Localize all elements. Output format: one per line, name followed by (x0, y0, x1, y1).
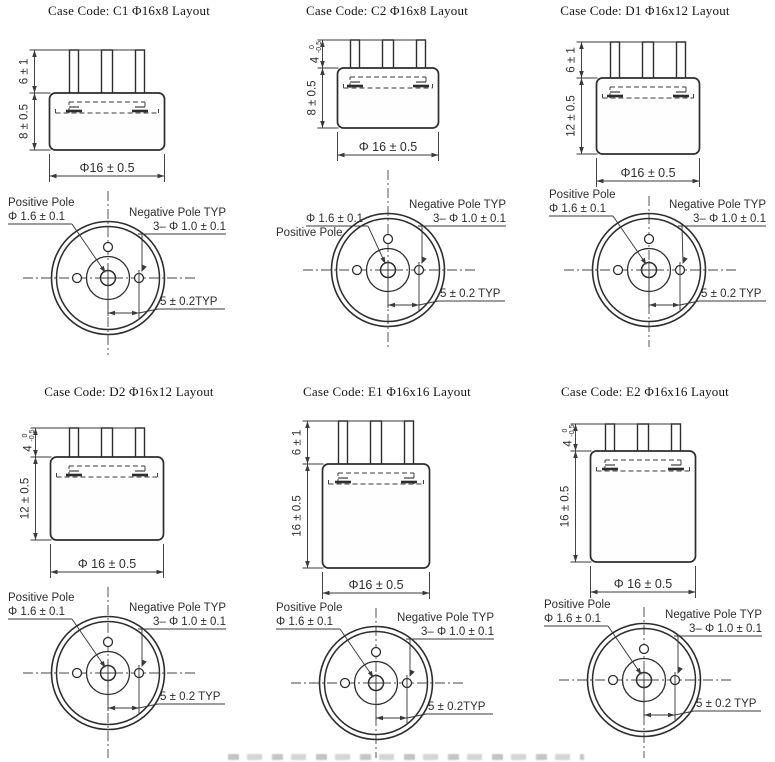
pin (417, 40, 426, 71)
arrowhead (33, 533, 38, 540)
panel-D2 (0, 381, 258, 762)
case-body (51, 457, 164, 540)
arrowhead (32, 143, 37, 150)
negative-pole-hole (104, 243, 113, 252)
positive-pole-dia-label: Φ 1.6 ± 0.1 (306, 213, 364, 225)
panel-C2 (258, 0, 516, 381)
pin-tol-top: 0 (22, 433, 29, 438)
negative-pole-dia-label: 3– Φ 1.0 ± 0.1 (152, 221, 226, 233)
arrowhead (644, 713, 651, 718)
arrowhead (675, 667, 682, 675)
pin-tol-bottom: -0.5 (569, 424, 576, 437)
arrowhead (305, 561, 310, 568)
pin-height-label (562, 424, 576, 446)
pin-height-value: 4 (562, 440, 575, 447)
side-view (51, 428, 164, 540)
pin-height-label: 6 ± 1 (18, 58, 31, 85)
pin-height-label: 6 ± 1 (565, 47, 578, 73)
panel-E2 (516, 381, 774, 762)
negative-pole-label: Negative Pole TYP (397, 612, 494, 624)
negative-pole-hole (614, 266, 623, 275)
arrowhead (32, 50, 37, 57)
diameter-dimension (50, 154, 165, 182)
pin-tol-bottom: -0.5 (29, 429, 36, 442)
panel-drawing-C2 (258, 0, 516, 381)
arrowhead (673, 303, 680, 308)
negative-pole-dia-label: 3– Φ 1.0 ± 0.1 (152, 616, 226, 628)
positive-pole-dia-label: Φ 1.6 ± 0.1 (276, 616, 334, 628)
arrowhead (579, 147, 584, 154)
arrowhead (338, 153, 345, 158)
arrowhead (400, 716, 407, 721)
pitch-dimension (108, 270, 225, 318)
arrowhead (407, 670, 414, 678)
diameter-dimension (591, 566, 696, 598)
positive-pole-dia-label: Φ 1.6 ± 0.1 (544, 613, 602, 625)
leader-line (72, 224, 105, 272)
pin-height-value: 4 (309, 56, 322, 64)
arrowhead (693, 179, 700, 184)
pin (136, 428, 145, 460)
negative-pole-hole (372, 648, 381, 657)
pin (405, 421, 414, 467)
negative-pole-hole (104, 638, 113, 647)
arrowhead (668, 713, 675, 718)
diameter-label: Φ16 ± 0.5 (348, 578, 404, 592)
negative-pole-hole (609, 676, 618, 685)
panel-C1 (0, 0, 258, 381)
diameter-dimension (51, 544, 164, 578)
body-height-label: 12 ± 0.5 (565, 95, 578, 137)
pin (351, 40, 360, 71)
arrowhead (320, 68, 325, 75)
arrowhead (419, 257, 426, 265)
arrowhead (680, 257, 687, 265)
panel-D1 (516, 0, 774, 381)
arrowhead (388, 303, 395, 308)
negative-pole-dia-label: 3– Φ 1.0 ± 0.1 (432, 213, 506, 225)
panel-title: Case Code: E2 Φ16x16 Layout (561, 384, 729, 399)
negative-pole-hole (341, 679, 350, 688)
arrowhead (412, 303, 419, 308)
arrowhead (108, 311, 115, 316)
diameter-label: Φ16 ± 0.5 (79, 161, 135, 175)
positive-pole-label: Positive Pole (8, 197, 75, 209)
pitch-label: 5 ± 0.2 TYP (160, 691, 221, 703)
pin-tol-top: 0 (562, 428, 569, 433)
pin (339, 421, 348, 467)
pin (371, 421, 382, 467)
arrowhead (579, 78, 584, 85)
arrowhead (33, 457, 38, 464)
pin (643, 42, 654, 81)
pin (70, 428, 79, 460)
arrowhead (376, 716, 383, 721)
diameter-dimension (597, 158, 700, 187)
diameter-dimension (323, 572, 430, 599)
arrowhead (320, 121, 325, 128)
case-body (323, 464, 430, 568)
diameter-label: Φ 16 ± 0.5 (613, 577, 673, 591)
negative-pole-dia-label: 3– Φ 1.0 ± 0.1 (420, 626, 494, 638)
negative-pole-label: Negative Pole TYP (669, 199, 766, 211)
arrowhead (591, 590, 598, 595)
panel-title: Case Code: D2 Φ16x12 Layout (44, 384, 214, 399)
pin (606, 424, 615, 454)
positive-pole-dia-label: Φ 1.6 ± 0.1 (549, 203, 607, 215)
arrowhead (573, 555, 578, 562)
arrowhead (132, 706, 139, 711)
side-view (323, 421, 430, 568)
arrowhead (579, 42, 584, 49)
negative-pole-hole (640, 645, 649, 654)
panel-title: Case Code: E1 Φ16x16 Layout (303, 384, 471, 399)
pitch-label: 5 ± 0.2TYP (160, 296, 218, 308)
panel-title: Case Code: C2 Φ16x8 Layout (305, 3, 469, 18)
pitch-label: 5 ± 0.2TYP (428, 701, 486, 713)
positive-pole-label: Positive Pole (276, 602, 343, 614)
pitch-label: 5 ± 0.2 TYP (440, 288, 501, 300)
arrowhead (50, 174, 57, 179)
panel-drawing-E2 (516, 381, 774, 762)
arrowhead (305, 421, 310, 428)
pin-height-value: 4 (22, 445, 35, 452)
pitch-dimension (108, 665, 225, 713)
arrowhead (573, 451, 578, 458)
arrowhead (139, 265, 146, 273)
arrowhead (649, 303, 656, 308)
pin (136, 50, 145, 96)
pitch-label: 5 ± 0.2 TYP (696, 698, 757, 710)
pin (102, 428, 113, 460)
negative-pole-hole (353, 266, 362, 275)
pitch-dimension (644, 672, 761, 720)
pin-height-label (22, 429, 36, 451)
arrowhead (158, 174, 165, 179)
arrowhead (157, 570, 164, 575)
body-height-label: 8 ± 0.5 (18, 103, 31, 140)
pin (611, 42, 620, 81)
diameter-label: Φ 16 ± 0.5 (77, 557, 137, 571)
negative-pole-hole (645, 235, 654, 244)
diameter-label: Φ16 ± 0.5 (620, 166, 676, 180)
body-height-label: 8 ± 0.5 (306, 80, 319, 116)
positive-pole-label: Positive Pole (549, 189, 616, 201)
arrowhead (305, 457, 310, 464)
body-height-label: 16 ± 0.5 (291, 495, 304, 537)
pin (672, 424, 681, 454)
arrowhead (51, 570, 58, 575)
panel-drawing-E1 (258, 381, 516, 762)
pitch-dimension (376, 675, 493, 723)
positive-pole-label: Positive Pole (544, 599, 611, 611)
pin-height-label (309, 41, 323, 63)
panel-drawing-D2 (0, 381, 258, 762)
negative-pole-hole (73, 274, 82, 283)
negative-pole-dia-label: 3– Φ 1.0 ± 0.1 (692, 213, 766, 225)
arrowhead (32, 93, 37, 100)
diameter-dimension (338, 132, 439, 161)
side-view (50, 50, 165, 150)
negative-pole-dia-label: 3– Φ 1.0 ± 0.1 (688, 623, 762, 635)
pitch-dimension (388, 262, 505, 310)
pin (677, 42, 686, 81)
panel-title: Case Code: C1 Φ16x8 Layout (47, 3, 211, 18)
body-height-label: 16 ± 0.5 (559, 485, 572, 528)
pitch-label: 5 ± 0.2 TYP (701, 288, 762, 300)
arrowhead (139, 660, 146, 668)
arrowhead (423, 591, 430, 596)
diameter-label: Φ 16 ± 0.5 (358, 140, 418, 154)
side-view (591, 424, 696, 562)
arrowhead (108, 706, 115, 711)
leader-line (72, 619, 105, 667)
pin (70, 50, 79, 96)
arrowhead (597, 179, 604, 184)
positive-pole-dia-label: Φ 1.6 ± 0.1 (8, 211, 66, 223)
negative-pole-hole (384, 235, 393, 244)
pin-tol-top: 0 (309, 45, 316, 49)
body-height-label: 12 ± 0.5 (19, 477, 32, 520)
bottom-view (303, 170, 476, 347)
leader-line (340, 629, 373, 677)
side-view (597, 42, 700, 154)
arrowhead (323, 591, 330, 596)
pin-tol-bottom: -0.5 (316, 40, 323, 54)
pin (383, 40, 394, 71)
pin-height-label: 6 ± 1 (291, 429, 304, 456)
panel-E1 (258, 381, 516, 762)
arrowhead (432, 153, 439, 158)
pin (102, 50, 113, 96)
negative-pole-label: Negative Pole TYP (409, 199, 506, 211)
negative-pole-label: Negative Pole TYP (665, 609, 762, 621)
arrowhead (305, 464, 310, 471)
arrowhead (689, 590, 696, 595)
positive-pole-label: Positive Pole (276, 227, 343, 239)
side-view (338, 40, 439, 128)
negative-pole-hole (73, 669, 82, 678)
leader-line (613, 216, 646, 264)
pitch-dimension (649, 262, 766, 310)
cropped-text-artifact (228, 754, 584, 760)
negative-pole-label: Negative Pole TYP (129, 207, 226, 219)
pin (638, 424, 649, 454)
arrowhead (32, 86, 37, 93)
case-body (50, 93, 165, 150)
negative-pole-label: Negative Pole TYP (129, 602, 226, 614)
arrowhead (579, 71, 584, 78)
case-body (597, 78, 700, 154)
positive-pole-label: Positive Pole (8, 592, 75, 604)
panel-title: Case Code: D1 Φ16x12 Layout (560, 3, 730, 18)
arrowhead (132, 311, 139, 316)
case-body (591, 451, 696, 562)
panel-drawing-C1 (0, 0, 258, 381)
panel-drawing-D1 (516, 0, 774, 381)
leader-line (608, 626, 641, 674)
positive-pole-dia-label: Φ 1.6 ± 0.1 (8, 606, 66, 618)
